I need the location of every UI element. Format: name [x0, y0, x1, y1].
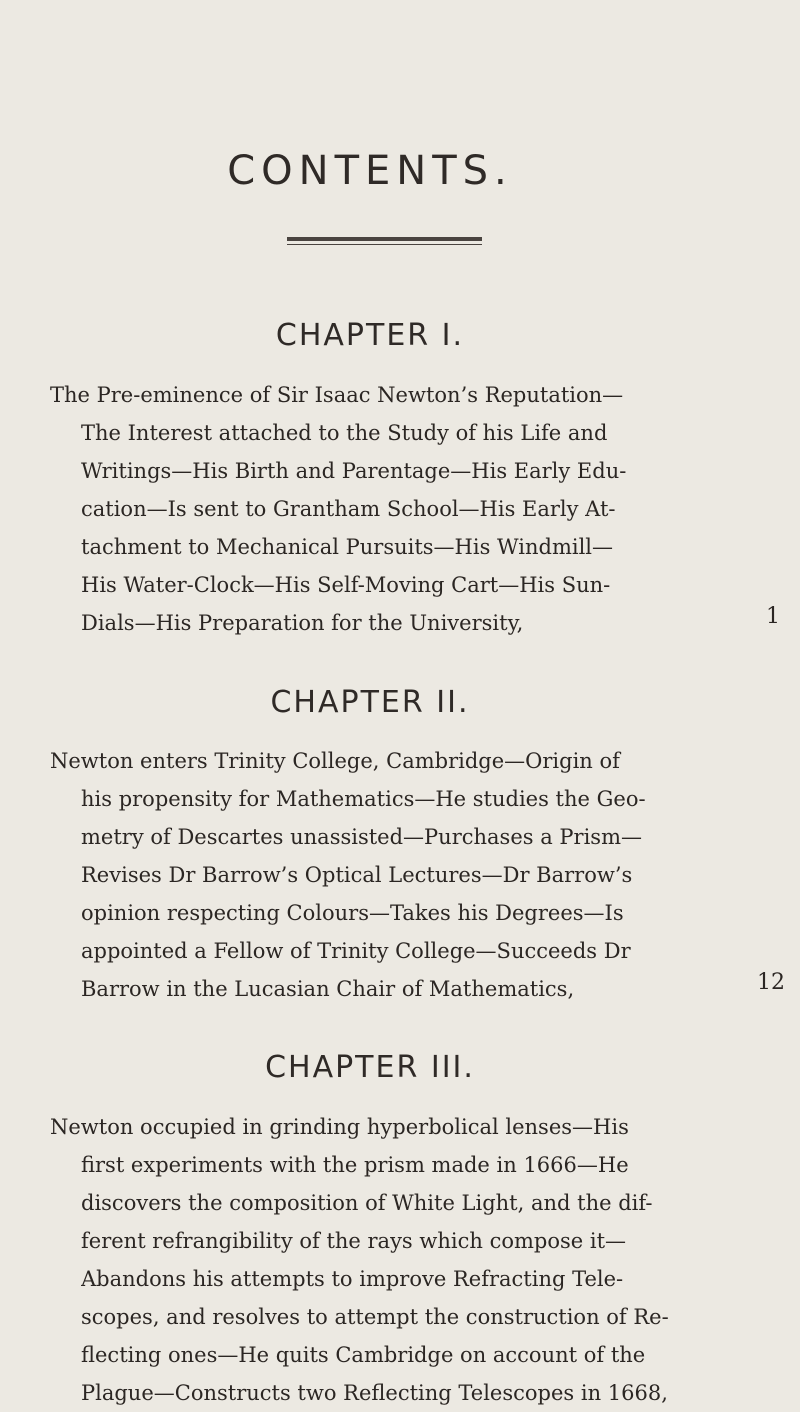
chapter-3-heading: CHAPTER III. [265, 1050, 475, 1085]
chapter-2-line: opinion respecting Colours—Takes his Degrees—Is [81, 901, 624, 925]
chapter-3-line: flecting ones—He quits Cambridge on account of the [81, 1343, 646, 1367]
chapter-1-line: cation—Is sent to Grantham School—His Early At- [81, 497, 616, 521]
chapter-2-summary [50, 742, 750, 1008]
chapter-2-line: Revises Dr Barrow’s Optical Lectures—Dr Barrow’s [81, 863, 633, 887]
chapter-3-line: discovers the composition of White Light, and the dif- [81, 1191, 653, 1215]
chapter-1-summary [50, 376, 750, 642]
chapter-1-line: The Pre-eminence of Sir Isaac Newton’s Reputation— [50, 383, 624, 407]
chapter-1-line: The Interest attached to the Study of his Life and [81, 421, 608, 445]
chapter-3-line: scopes, and resolves to attempt the construction of Re- [81, 1305, 669, 1329]
chapter-2-line: Barrow in the Lucasian Chair of Mathematics, [81, 977, 575, 1001]
chapter-2-line: metry of Descartes unassisted—Purchases a Prism— [81, 825, 642, 849]
chapter-1-line: Dials—His Preparation for the University, [81, 611, 524, 635]
chapter-3-line: Plague—Constructs two Reflecting Telescopes in 1668, [81, 1381, 668, 1405]
chapter-1-line: Writings—His Birth and Parentage—His Early Edu- [81, 459, 627, 483]
chapter-1-heading: CHAPTER I. [275, 318, 465, 353]
chapter-1-page-number: 1 [766, 604, 780, 629]
chapter-3-line: ferent refrangibility of the rays which compose it— [81, 1229, 627, 1253]
chapter-2-page-number: 12 [757, 970, 785, 995]
page-title: CONTENTS. [227, 148, 513, 194]
chapter-1-line: His Water-Clock—His Self-Moving Cart—His Sun- [81, 573, 611, 597]
chapter-1-line: tachment to Mechanical Pursuits—His Windmill— [81, 535, 614, 559]
chapter-3-line: Newton occupied in grinding hyperbolical lenses—His [50, 1115, 629, 1139]
chapter-3-line: Abandons his attempts to improve Refracting Tele- [81, 1267, 624, 1291]
chapter-2-heading: CHAPTER II. [270, 685, 470, 720]
chapter-2-line: Newton enters Trinity College, Cambridge—Origin of [50, 749, 620, 773]
title-rule-thick [287, 237, 482, 241]
chapter-3-summary [50, 1108, 750, 1412]
chapter-2-line: appointed a Fellow of Trinity College—Succeeds Dr [81, 939, 631, 963]
title-rule-thin [287, 244, 482, 245]
chapter-2-line: his propensity for Mathematics—He studies the Geo- [81, 787, 646, 811]
chapter-3-line: first experiments with the prism made in 1666—He [81, 1153, 629, 1177]
